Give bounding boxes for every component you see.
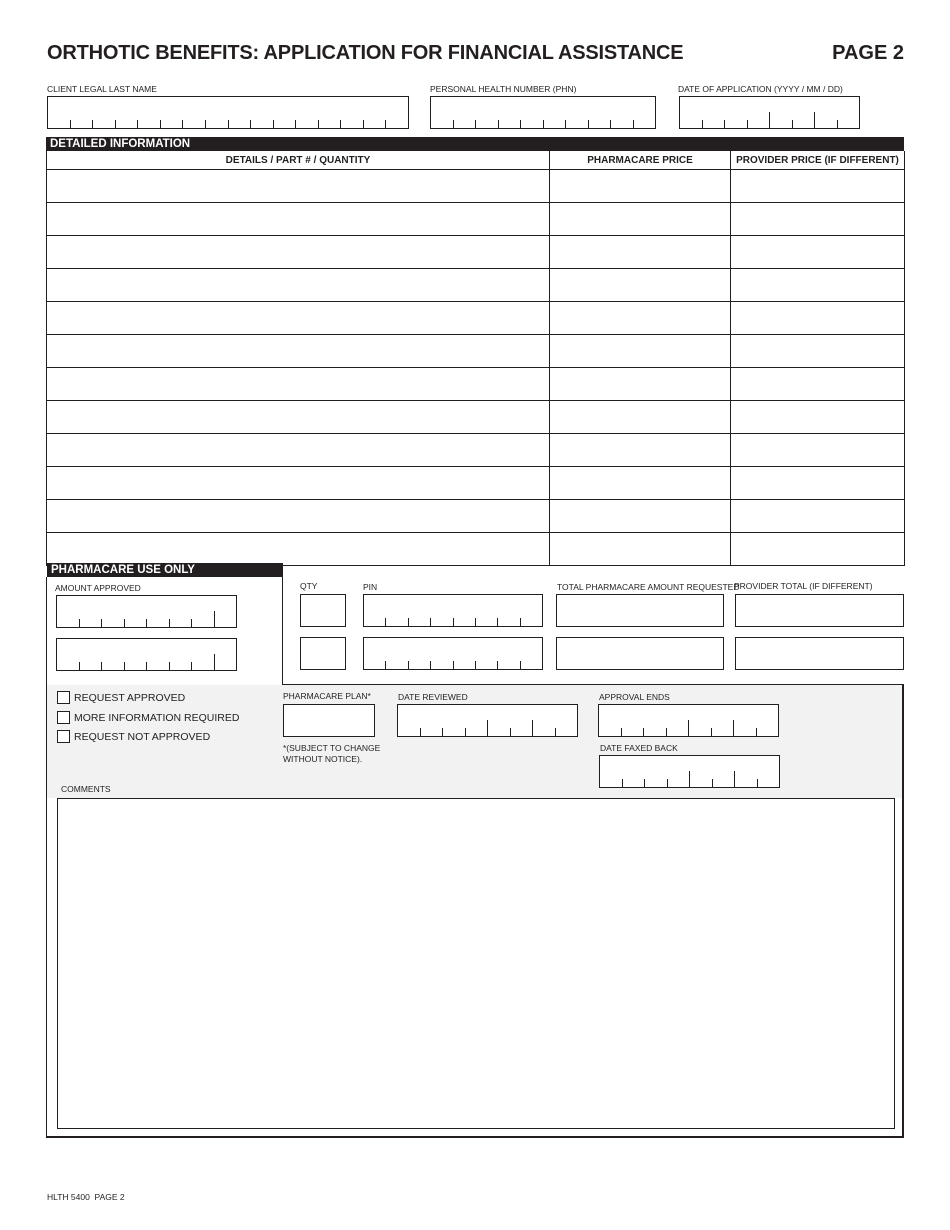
details-cell[interactable] bbox=[47, 236, 550, 269]
details-cell[interactable] bbox=[47, 335, 550, 368]
table-row bbox=[47, 236, 905, 269]
pharmacare-plan-label: PHARMACARE PLAN* bbox=[283, 691, 371, 701]
provider-price-cell[interactable] bbox=[731, 203, 905, 236]
approval-ends-field[interactable] bbox=[598, 704, 779, 737]
column-header-pharmacare-price: PHARMACARE PRICE bbox=[550, 151, 731, 170]
table-row bbox=[47, 335, 905, 368]
table-row bbox=[47, 269, 905, 302]
date-faxed-label: DATE FAXED BACK bbox=[600, 743, 678, 753]
plan-note bbox=[283, 743, 380, 765]
pharmacare-price-cell[interactable] bbox=[550, 203, 731, 236]
column-header-provider-price: PROVIDER PRICE (IF DIFFERENT) bbox=[731, 151, 905, 170]
detailed-info-header: DETAILED INFORMATION bbox=[46, 137, 904, 151]
details-cell[interactable] bbox=[47, 434, 550, 467]
pharmacare-use-header: PHARMACARE USE ONLY bbox=[47, 563, 282, 577]
provider-price-cell[interactable] bbox=[731, 368, 905, 401]
table-row bbox=[47, 533, 905, 566]
page-number: PAGE 2 bbox=[832, 42, 904, 64]
pharmacare-price-cell[interactable] bbox=[550, 302, 731, 335]
section-border-right bbox=[902, 684, 904, 1138]
details-cell[interactable] bbox=[47, 500, 550, 533]
plan-note-line-2: WITHOUT NOTICE). bbox=[283, 754, 363, 764]
request-not-approved-label: REQUEST NOT APPROVED bbox=[74, 731, 211, 743]
provider-price-cell[interactable] bbox=[731, 500, 905, 533]
pharmacare-price-cell[interactable] bbox=[550, 467, 731, 500]
total-requested-field-2[interactable] bbox=[556, 637, 724, 670]
provider-price-cell[interactable] bbox=[731, 236, 905, 269]
comments-label: COMMENTS bbox=[61, 784, 111, 794]
pharmacare-price-cell[interactable] bbox=[550, 401, 731, 434]
provider-total-field-1[interactable] bbox=[735, 594, 904, 627]
details-cell[interactable] bbox=[47, 170, 550, 203]
table-row bbox=[47, 401, 905, 434]
phn-field[interactable] bbox=[430, 96, 656, 129]
provider-price-cell[interactable] bbox=[731, 434, 905, 467]
table-row bbox=[47, 302, 905, 335]
last-name-field[interactable] bbox=[47, 96, 409, 129]
pharmacare-price-cell[interactable] bbox=[550, 236, 731, 269]
more-info-required-label: MORE INFORMATION REQUIRED bbox=[74, 712, 240, 724]
request-approved-checkbox[interactable] bbox=[57, 691, 70, 704]
date-reviewed-field[interactable] bbox=[397, 704, 578, 737]
pharmacare-plan-field[interactable] bbox=[283, 704, 375, 737]
date-reviewed-label: DATE REVIEWED bbox=[398, 692, 468, 702]
pharmacare-price-cell[interactable] bbox=[550, 170, 731, 203]
more-info-required-checkbox[interactable] bbox=[57, 711, 70, 724]
section-border-left bbox=[46, 577, 47, 1138]
details-cell[interactable] bbox=[47, 467, 550, 500]
provider-total-label: PROVIDER TOTAL (IF DIFFERENT) bbox=[734, 581, 873, 591]
pharmacare-price-cell[interactable] bbox=[550, 269, 731, 302]
request-not-approved-checkbox[interactable] bbox=[57, 730, 70, 743]
pin-label: PIN bbox=[363, 582, 378, 592]
detailed-info-table bbox=[46, 151, 905, 566]
pharmacare-price-cell[interactable] bbox=[550, 434, 731, 467]
qty-field-2[interactable] bbox=[300, 637, 346, 670]
column-header-details: DETAILS / PART # / QUANTITY bbox=[47, 151, 550, 170]
comments-field[interactable] bbox=[57, 798, 895, 1129]
provider-price-cell[interactable] bbox=[731, 170, 905, 203]
approval-ends-label: APPROVAL ENDS bbox=[599, 692, 670, 702]
amount-approved-field-1[interactable] bbox=[56, 595, 237, 628]
provider-total-field-2[interactable] bbox=[735, 637, 904, 670]
section-border-divider bbox=[282, 563, 283, 685]
provider-price-cell[interactable] bbox=[731, 302, 905, 335]
table-row bbox=[47, 434, 905, 467]
details-cell[interactable] bbox=[47, 533, 550, 566]
provider-price-cell[interactable] bbox=[731, 533, 905, 566]
details-cell[interactable] bbox=[47, 203, 550, 236]
pharmacare-price-cell[interactable] bbox=[550, 533, 731, 566]
table-row bbox=[47, 368, 905, 401]
table-row bbox=[47, 203, 905, 236]
form-footer-id: HLTH 5400 PAGE 2 bbox=[47, 1192, 125, 1202]
section-border-bottom bbox=[46, 1136, 904, 1138]
details-cell[interactable] bbox=[47, 269, 550, 302]
provider-price-cell[interactable] bbox=[731, 467, 905, 500]
amount-approved-label: AMOUNT APPROVED bbox=[55, 583, 141, 593]
details-cell[interactable] bbox=[47, 368, 550, 401]
pharmacare-price-cell[interactable] bbox=[550, 368, 731, 401]
pin-field-1[interactable] bbox=[363, 594, 543, 627]
provider-price-cell[interactable] bbox=[731, 335, 905, 368]
table-row bbox=[47, 500, 905, 533]
pin-field-2[interactable] bbox=[363, 637, 543, 670]
provider-price-cell[interactable] bbox=[731, 401, 905, 434]
request-approved-label: REQUEST APPROVED bbox=[74, 692, 186, 704]
plan-note-line-1: *(SUBJECT TO CHANGE bbox=[283, 743, 381, 753]
application-date-label: DATE OF APPLICATION (YYYY / MM / DD) bbox=[678, 84, 843, 94]
date-faxed-field[interactable] bbox=[599, 755, 780, 788]
phn-label: PERSONAL HEALTH NUMBER (PHN) bbox=[430, 84, 577, 94]
pharmacare-price-cell[interactable] bbox=[550, 335, 731, 368]
application-date-field[interactable] bbox=[679, 96, 860, 129]
qty-field-1[interactable] bbox=[300, 594, 346, 627]
last-name-label: CLIENT LEGAL LAST NAME bbox=[47, 84, 157, 94]
total-requested-label: TOTAL PHARMACARE AMOUNT REQUESTED bbox=[557, 582, 740, 592]
amount-approved-field-2[interactable] bbox=[56, 638, 237, 671]
details-cell[interactable] bbox=[47, 302, 550, 335]
total-requested-field-1[interactable] bbox=[556, 594, 724, 627]
pharmacare-price-cell[interactable] bbox=[550, 500, 731, 533]
table-row bbox=[47, 467, 905, 500]
table-row bbox=[47, 170, 905, 203]
provider-price-cell[interactable] bbox=[731, 269, 905, 302]
qty-label: QTY bbox=[300, 581, 318, 591]
details-cell[interactable] bbox=[47, 401, 550, 434]
form-title: ORTHOTIC BENEFITS: APPLICATION FOR FINANCIAL ASSISTANCE bbox=[47, 42, 684, 64]
